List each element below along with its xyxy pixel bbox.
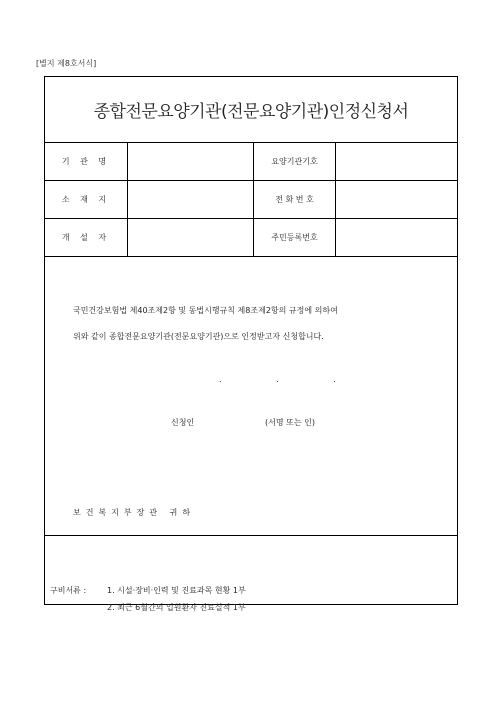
- statement-line-1: 국민건강보험법 제40조제2항 및 동법시행규칙 제8조제2항의 규정에 의하여: [73, 306, 338, 315]
- date-placeholder: . . .: [219, 375, 362, 384]
- phone-field[interactable]: [336, 181, 457, 218]
- founder-field[interactable]: [128, 219, 254, 256]
- institution-code-field[interactable]: [336, 143, 457, 180]
- signature-note: (서명 또는 인): [265, 418, 315, 427]
- resident-number-label: 주민등록번호: [254, 219, 336, 256]
- phone-label: 전 화 번 호: [254, 181, 336, 218]
- required-docs-label: 구비서류 :: [50, 586, 87, 595]
- founder-label: 개 설 자: [45, 219, 128, 256]
- application-form: [44, 76, 458, 612]
- resident-number-field[interactable]: [336, 219, 457, 256]
- info-row-institution: [45, 143, 457, 181]
- applicant-label: 신청인: [171, 418, 195, 427]
- form-number: [별지 제8호서식]: [36, 59, 97, 68]
- institution-code-label: 요양기관기호: [254, 143, 336, 180]
- info-row-location: [45, 181, 457, 219]
- required-doc-2: 2. 최근 6월간의 입원환자 진료실적 1부: [107, 603, 246, 612]
- institution-name-label: 기 관 명: [45, 143, 128, 180]
- statement-section: [45, 257, 457, 536]
- location-field[interactable]: [128, 181, 254, 218]
- info-row-founder: [45, 219, 457, 257]
- required-doc-1: 1. 시설·장비·인력 및 진료과목 현황 1부: [107, 586, 246, 595]
- institution-name-field[interactable]: [128, 143, 254, 180]
- statement-line-2: 위와 같이 종합전문요양기관(전문요양기관)으로 인정받고자 신청합니다.: [73, 332, 324, 341]
- addressee: 보건복지부장관 귀하: [73, 508, 196, 517]
- location-label: 소 재 지: [45, 181, 128, 218]
- form-title: 종합전문요양기관(전문요양기관)인정신청서: [45, 77, 457, 143]
